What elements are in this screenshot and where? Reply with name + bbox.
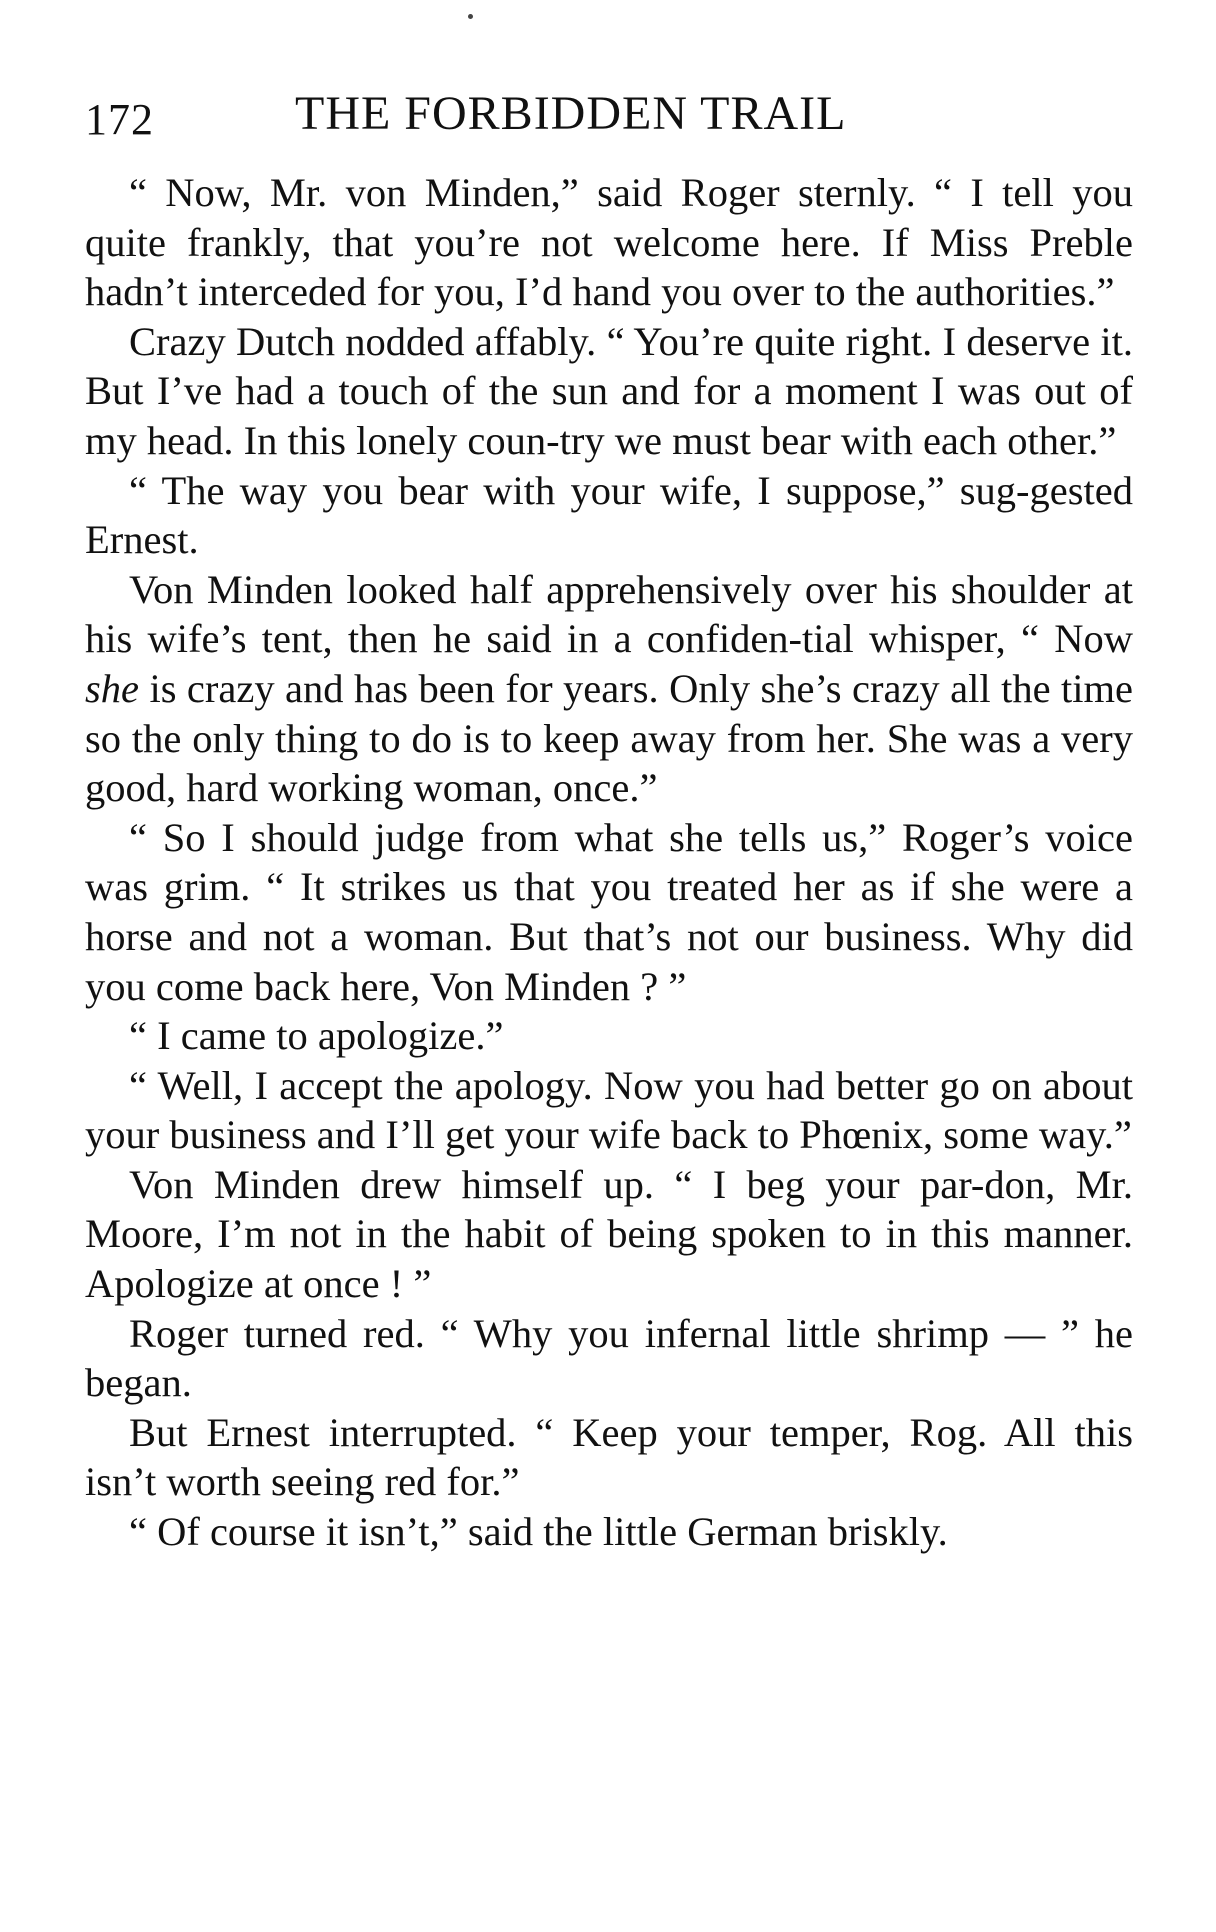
emphasized-word: she bbox=[85, 665, 139, 711]
ink-speck bbox=[468, 14, 473, 19]
page-number: 172 bbox=[85, 95, 154, 144]
paragraph-text: is crazy and has been for years. Only she’s crazy all the time so the only thing to do is to keep away from her. She was a very good, hard working woman, once.” bbox=[85, 665, 1133, 811]
paragraph: “ So I should judge from what she tells us,” Roger’s voice was grim. “ It strikes us that you treated her as if she were a horse and not a woman. But that’s not our business. Why did you come back here, Von Minden ? ” bbox=[85, 814, 1133, 1009]
running-title: THE FORBIDDEN TRAIL bbox=[295, 87, 847, 140]
paragraph bbox=[85, 565, 1133, 813]
paragraph: “ The way you bear with your wife, I suppose,” sug-gested Ernest. bbox=[85, 467, 1133, 563]
body-text bbox=[85, 168, 1133, 1557]
paragraph: “ Well, I accept the apology. Now you had better go on about your business and I’ll get your wife back to Phœnix, some way.” bbox=[85, 1062, 1133, 1158]
paragraph: Roger turned red. “ Why you infernal little shrimp — ” he began. bbox=[85, 1310, 1133, 1406]
paragraph: But Ernest interrupted. “ Keep your temper, Rog. All this isn’t worth seeing red for.” bbox=[85, 1409, 1133, 1505]
paragraph: “ Now, Mr. von Minden,” said Roger sternly. “ I tell you quite frankly, that you’re not welcome here. If Miss Preble hadn’t interceded for you, I’d hand you over to the authorities.” bbox=[85, 170, 1133, 315]
paragraph: “ Of course it isn’t,” said the little German briskly. bbox=[129, 1509, 948, 1555]
page-header bbox=[85, 80, 1135, 150]
paragraph: Von Minden drew himself up. “ I beg your par-don, Mr. Moore, I’m not in the habit of being spoken to in this manner. Apologize at once ! ” bbox=[85, 1161, 1133, 1307]
paragraph-text: Von Minden looked half apprehensively over his shoulder at his wife’s tent, then he said in a confiden-tial whisper, “ Now bbox=[85, 566, 1133, 662]
paragraph: “ I came to apologize.” bbox=[129, 1013, 504, 1059]
paragraph: Crazy Dutch nodded affably. “ You’re quite right. I deserve it. But I’ve had a touch of the sun and for a moment I was out of my head. In this lonely coun-try we must bear with each other.” bbox=[85, 318, 1133, 463]
